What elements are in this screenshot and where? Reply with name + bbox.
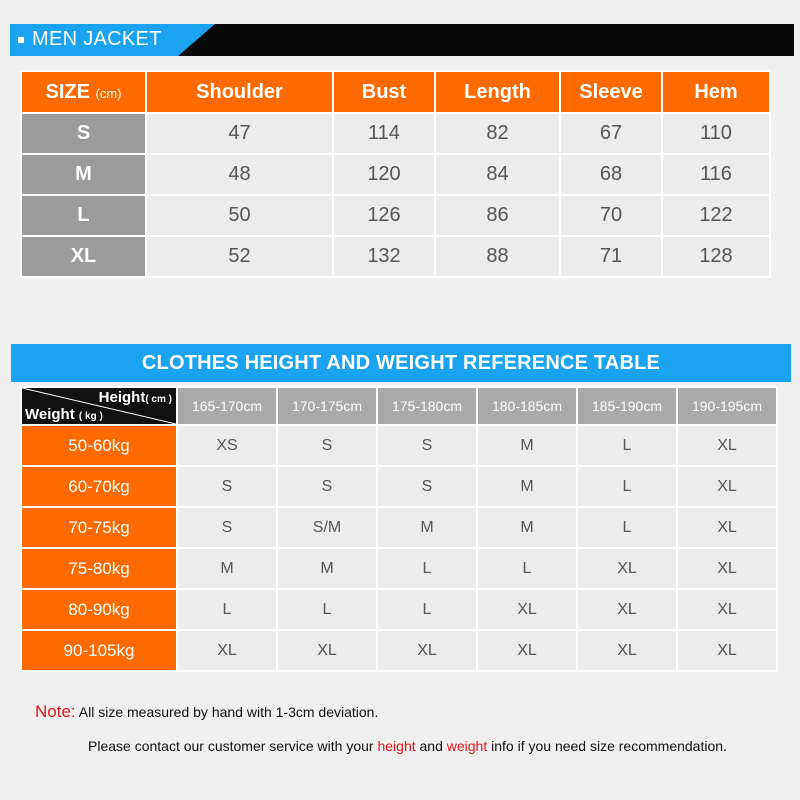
table-cell: 68: [561, 155, 661, 194]
table-cell: XL: [678, 590, 776, 629]
table-cell: L: [578, 467, 676, 506]
column-header-sleeve: Sleeve: [561, 72, 661, 112]
height-unit: ( cm ): [145, 394, 172, 405]
page-title: MEN JACKET: [32, 28, 162, 50]
row-label-weight: 80-90kg: [22, 590, 176, 629]
column-header-height: 180-185cm: [478, 388, 576, 424]
table-cell: XL: [578, 590, 676, 629]
table-row: [22, 114, 769, 153]
table-cell: L: [578, 426, 676, 465]
note-text: Please contact our customer service with your: [88, 738, 378, 754]
weight-label: Weight: [25, 406, 75, 423]
table-cell: XL: [478, 590, 576, 629]
size-table: [20, 70, 771, 278]
table-cell: XS: [178, 426, 276, 465]
table-cell: 122: [663, 196, 769, 235]
corner-header-cell: [22, 388, 176, 424]
column-header-height: 175-180cm: [378, 388, 476, 424]
table-row: [22, 155, 769, 194]
note-line-deviation: [35, 702, 378, 722]
note-height-word: height: [377, 738, 416, 754]
column-header-hem: Hem: [663, 72, 769, 112]
table-cell: M: [478, 426, 576, 465]
table-cell: L: [178, 590, 276, 629]
table-cell: XL: [678, 631, 776, 670]
table-cell: XL: [278, 631, 376, 670]
height-label: Height: [98, 389, 146, 406]
table-cell: 88: [436, 237, 559, 276]
table-cell: M: [478, 467, 576, 506]
table-row: [22, 426, 776, 465]
table-cell: 47: [147, 114, 332, 153]
table-cell: 52: [147, 237, 332, 276]
table-cell: 86: [436, 196, 559, 235]
note-label: Note:: [35, 702, 76, 721]
table-cell: S: [278, 467, 376, 506]
row-label-weight: 90-105kg: [22, 631, 176, 670]
table-row: [22, 631, 776, 670]
reference-table: [20, 386, 778, 672]
weight-unit: ( kg ): [78, 411, 103, 422]
reference-title-banner: [11, 344, 791, 382]
column-header-bust: Bust: [334, 72, 434, 112]
size-header-label: SIZE: [45, 80, 90, 103]
table-row: [22, 196, 769, 235]
table-cell: M: [178, 549, 276, 588]
size-header-cell: [22, 72, 145, 112]
row-label-size: L: [22, 196, 145, 235]
table-cell: M: [478, 508, 576, 547]
table-row: [22, 467, 776, 506]
table-cell: S: [178, 508, 276, 547]
row-label-size: S: [22, 114, 145, 153]
table-cell: S: [178, 467, 276, 506]
table-cell: XL: [178, 631, 276, 670]
row-label-weight: 75-80kg: [22, 549, 176, 588]
table-cell: S: [378, 426, 476, 465]
table-cell: 70: [561, 196, 661, 235]
note-line-contact: [88, 738, 727, 754]
table-cell: 132: [334, 237, 434, 276]
table-cell: XL: [478, 631, 576, 670]
table-cell: 71: [561, 237, 661, 276]
note-text-deviation: All size measured by hand with 1-3cm deviation.: [78, 704, 379, 720]
table-cell: L: [578, 508, 676, 547]
column-header-shoulder: Shoulder: [147, 72, 332, 112]
row-label-weight: 70-75kg: [22, 508, 176, 547]
header-banner: [10, 24, 794, 56]
table-row: [22, 508, 776, 547]
table-cell: L: [278, 590, 376, 629]
row-label-weight: 50-60kg: [22, 426, 176, 465]
weight-axis-label: [25, 406, 103, 423]
column-header-height: 170-175cm: [278, 388, 376, 424]
table-cell: 128: [663, 237, 769, 276]
column-header-height: 165-170cm: [178, 388, 276, 424]
table-cell: S: [278, 426, 376, 465]
note-text: and: [415, 738, 447, 754]
table-cell: S/M: [278, 508, 376, 547]
table-cell: XL: [378, 631, 476, 670]
table-row: [22, 590, 776, 629]
table-cell: 50: [147, 196, 332, 235]
table-cell: 48: [147, 155, 332, 194]
table-cell: XL: [678, 508, 776, 547]
table-cell: 67: [561, 114, 661, 153]
table-cell: XL: [578, 631, 676, 670]
column-header-height: 190-195cm: [678, 388, 776, 424]
column-header-height: 185-190cm: [578, 388, 676, 424]
table-cell: XL: [578, 549, 676, 588]
row-label-size: M: [22, 155, 145, 194]
table-cell: 120: [334, 155, 434, 194]
height-axis-label: [99, 389, 172, 406]
table-row: [22, 549, 776, 588]
size-table-header: [22, 72, 769, 112]
table-cell: S: [378, 467, 476, 506]
row-label-size: XL: [22, 237, 145, 276]
table-cell: 84: [436, 155, 559, 194]
reference-table-header: [22, 388, 776, 424]
size-header-unit: (cm): [95, 85, 122, 101]
table-cell: L: [378, 549, 476, 588]
table-cell: 116: [663, 155, 769, 194]
table-cell: L: [478, 549, 576, 588]
table-cell: XL: [678, 467, 776, 506]
table-cell: L: [378, 590, 476, 629]
table-cell: 110: [663, 114, 769, 153]
note-weight-word: weight: [446, 738, 488, 754]
reference-title: CLOTHES HEIGHT AND WEIGHT REFERENCE TABLE: [141, 352, 661, 374]
row-label-weight: 60-70kg: [22, 467, 176, 506]
table-cell: XL: [678, 426, 776, 465]
table-row: [22, 237, 769, 276]
note-text: info if you need size recommendation.: [487, 738, 727, 754]
table-cell: M: [278, 549, 376, 588]
table-cell: M: [378, 508, 476, 547]
table-cell: 114: [334, 114, 434, 153]
bullet-icon: [18, 37, 24, 43]
table-cell: XL: [678, 549, 776, 588]
table-cell: 82: [436, 114, 559, 153]
table-cell: 126: [334, 196, 434, 235]
column-header-length: Length: [436, 72, 559, 112]
